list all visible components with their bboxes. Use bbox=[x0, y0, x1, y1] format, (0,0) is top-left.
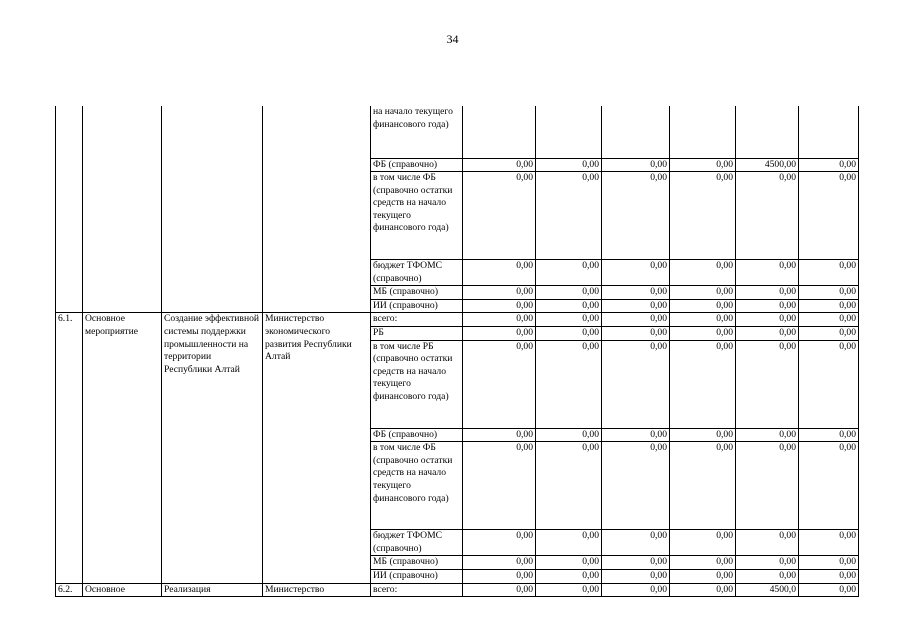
value-cell: 0,00 bbox=[799, 327, 859, 341]
cell-name: Создание эффективной системы поддержки промышленности на территории Республики Алтай bbox=[162, 313, 263, 583]
value-cell: 0,00 bbox=[799, 583, 859, 597]
value-cell: 0,00 bbox=[799, 286, 859, 300]
value-cell: 0,00 bbox=[602, 172, 670, 260]
value-cell: 0,00 bbox=[463, 340, 536, 428]
value-cell: 0,00 bbox=[736, 556, 799, 570]
value-cell: 0,00 bbox=[602, 260, 670, 286]
value-cell bbox=[536, 106, 602, 158]
value-cell: 0,00 bbox=[736, 172, 799, 260]
source-cell: бюджет ТФОМС (справочно) bbox=[371, 260, 463, 286]
source-cell: МБ (справочно) bbox=[371, 286, 463, 300]
value-cell: 0,00 bbox=[536, 530, 602, 556]
value-cell bbox=[736, 106, 799, 158]
value-cell bbox=[670, 106, 736, 158]
value-cell: 0,00 bbox=[536, 299, 602, 313]
value-cell: 0,00 bbox=[536, 340, 602, 428]
value-cell: 0,00 bbox=[602, 570, 670, 584]
value-cell: 0,00 bbox=[602, 530, 670, 556]
value-cell: 0,00 bbox=[463, 299, 536, 313]
value-cell: 0,00 bbox=[670, 556, 736, 570]
budget-table bbox=[55, 106, 859, 597]
value-cell: 0,00 bbox=[602, 327, 670, 341]
value-cell: 0,00 bbox=[799, 428, 859, 442]
value-cell: 0,00 bbox=[736, 570, 799, 584]
cell-executor bbox=[263, 106, 371, 313]
value-cell: 0,00 bbox=[799, 530, 859, 556]
value-cell: 0,00 bbox=[799, 442, 859, 530]
value-cell: 0,00 bbox=[799, 172, 859, 260]
table-row bbox=[56, 313, 859, 327]
value-cell: 0,00 bbox=[736, 286, 799, 300]
value-cell: 0,00 bbox=[799, 556, 859, 570]
value-cell: 4500,0 bbox=[736, 583, 799, 597]
source-cell: ИИ (справочно) bbox=[371, 299, 463, 313]
source-cell: в том числе РБ (справочно остатки средств на начало текущего финансового года) bbox=[371, 340, 463, 428]
value-cell: 0,00 bbox=[463, 570, 536, 584]
value-cell: 0,00 bbox=[602, 442, 670, 530]
value-cell: 0,00 bbox=[463, 172, 536, 260]
value-cell: 0,00 bbox=[602, 583, 670, 597]
cell-number: 6.2. bbox=[56, 583, 83, 597]
cell-type: Основное bbox=[83, 583, 162, 597]
value-cell: 0,00 bbox=[536, 442, 602, 530]
source-cell: ФБ (справочно) bbox=[371, 428, 463, 442]
value-cell: 0,00 bbox=[602, 428, 670, 442]
source-cell: бюджет ТФОМС (справочно) bbox=[371, 530, 463, 556]
cell-executor: Министерство экономического развития Республики Алтай bbox=[263, 313, 371, 583]
cell-executor: Министерство bbox=[263, 583, 371, 597]
table-row bbox=[56, 106, 859, 158]
value-cell: 0,00 bbox=[463, 158, 536, 172]
value-cell: 0,00 bbox=[799, 570, 859, 584]
source-cell: в том числе ФБ (справочно остатки средств на начало текущего финансового года) bbox=[371, 172, 463, 260]
value-cell: 0,00 bbox=[736, 340, 799, 428]
value-cell: 0,00 bbox=[670, 583, 736, 597]
value-cell: 0,00 bbox=[463, 327, 536, 341]
value-cell: 0,00 bbox=[536, 172, 602, 260]
value-cell: 0,00 bbox=[736, 428, 799, 442]
value-cell: 0,00 bbox=[799, 299, 859, 313]
source-cell: всего: bbox=[371, 313, 463, 327]
value-cell: 0,00 bbox=[536, 327, 602, 341]
source-cell: всего: bbox=[371, 583, 463, 597]
value-cell: 0,00 bbox=[670, 530, 736, 556]
value-cell: 0,00 bbox=[602, 340, 670, 428]
cell-number: 6.1. bbox=[56, 313, 83, 583]
value-cell: 0,00 bbox=[670, 172, 736, 260]
value-cell: 0,00 bbox=[736, 260, 799, 286]
value-cell: 0,00 bbox=[602, 286, 670, 300]
value-cell: 0,00 bbox=[463, 556, 536, 570]
value-cell: 0,00 bbox=[799, 158, 859, 172]
value-cell: 0,00 bbox=[463, 530, 536, 556]
cell-type: Основное мероприятие bbox=[83, 313, 162, 583]
value-cell: 0,00 bbox=[536, 286, 602, 300]
source-cell: на начало текущего финансового года) bbox=[371, 106, 463, 158]
value-cell: 0,00 bbox=[536, 556, 602, 570]
value-cell: 0,00 bbox=[670, 570, 736, 584]
value-cell: 0,00 bbox=[736, 327, 799, 341]
value-cell: 0,00 bbox=[670, 286, 736, 300]
value-cell: 0,00 bbox=[602, 158, 670, 172]
value-cell: 0,00 bbox=[602, 556, 670, 570]
value-cell: 0,00 bbox=[463, 442, 536, 530]
value-cell: 0,00 bbox=[463, 583, 536, 597]
value-cell: 0,00 bbox=[536, 428, 602, 442]
source-cell: ИИ (справочно) bbox=[371, 570, 463, 584]
value-cell: 0,00 bbox=[670, 260, 736, 286]
value-cell: 0,00 bbox=[536, 260, 602, 286]
source-cell: в том числе ФБ (справочно остатки средств на начало текущего финансового года) bbox=[371, 442, 463, 530]
value-cell bbox=[799, 106, 859, 158]
source-cell: РБ bbox=[371, 327, 463, 341]
value-cell: 0,00 bbox=[799, 313, 859, 327]
value-cell: 0,00 bbox=[602, 313, 670, 327]
cell-number bbox=[56, 106, 83, 313]
value-cell: 0,00 bbox=[670, 158, 736, 172]
value-cell: 0,00 bbox=[670, 299, 736, 313]
value-cell: 0,00 bbox=[670, 313, 736, 327]
value-cell bbox=[463, 106, 536, 158]
value-cell: 0,00 bbox=[736, 313, 799, 327]
value-cell: 0,00 bbox=[736, 442, 799, 530]
source-cell: МБ (справочно) bbox=[371, 556, 463, 570]
value-cell: 0,00 bbox=[736, 299, 799, 313]
value-cell: 0,00 bbox=[799, 260, 859, 286]
value-cell: 0,00 bbox=[670, 428, 736, 442]
value-cell: 0,00 bbox=[736, 530, 799, 556]
value-cell bbox=[602, 106, 670, 158]
value-cell: 0,00 bbox=[536, 583, 602, 597]
value-cell: 0,00 bbox=[536, 570, 602, 584]
table-row bbox=[56, 583, 859, 597]
value-cell: 0,00 bbox=[670, 327, 736, 341]
value-cell: 0,00 bbox=[536, 158, 602, 172]
value-cell: 0,00 bbox=[602, 299, 670, 313]
value-cell: 0,00 bbox=[463, 313, 536, 327]
source-cell: ФБ (справочно) bbox=[371, 158, 463, 172]
value-cell: 0,00 bbox=[463, 260, 536, 286]
cell-type bbox=[83, 106, 162, 313]
value-cell: 0,00 bbox=[536, 313, 602, 327]
value-cell: 0,00 bbox=[463, 428, 536, 442]
value-cell: 0,00 bbox=[463, 286, 536, 300]
value-cell: 4500,00 bbox=[736, 158, 799, 172]
value-cell: 0,00 bbox=[670, 442, 736, 530]
value-cell: 0,00 bbox=[799, 340, 859, 428]
cell-name bbox=[162, 106, 263, 313]
cell-name: Реализация bbox=[162, 583, 263, 597]
page-number: 34 bbox=[446, 32, 459, 46]
value-cell: 0,00 bbox=[670, 340, 736, 428]
